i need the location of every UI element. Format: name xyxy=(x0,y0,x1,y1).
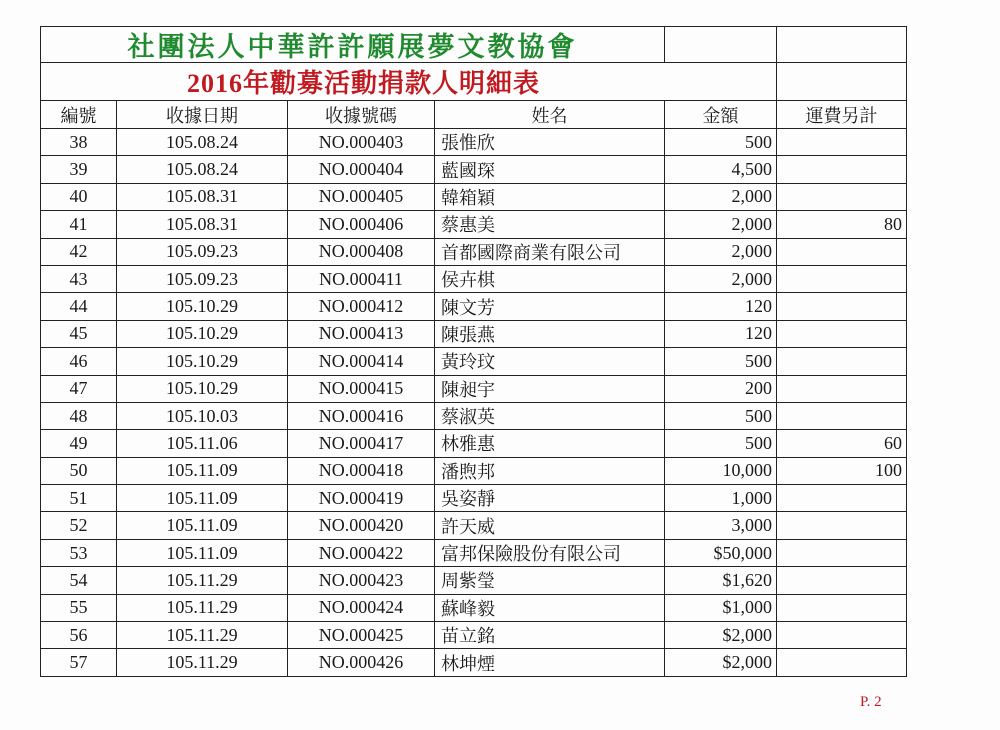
donor-name-cell: 首都國際商業有限公司 xyxy=(435,239,665,266)
header-blank-cell xyxy=(777,63,907,101)
shipping-fee-cell xyxy=(777,649,907,676)
table-row xyxy=(41,595,907,622)
header-blank-cell xyxy=(665,27,777,63)
donation-amount-cell: 2,000 xyxy=(665,239,777,266)
column-header-name: 姓名 xyxy=(435,101,665,129)
receipt-number-cell: NO.000405 xyxy=(288,184,435,211)
shipping-fee-cell xyxy=(777,293,907,320)
donor-name-cell: 藍國琛 xyxy=(435,156,665,183)
donor-name-cell: 黃玲玟 xyxy=(435,348,665,375)
donation-amount-cell: 500 xyxy=(665,348,777,375)
shipping-fee-cell xyxy=(777,348,907,375)
receipt-date-cell: 105.11.29 xyxy=(117,567,288,594)
receipt-date-cell: 105.08.31 xyxy=(117,184,288,211)
donor-table xyxy=(40,26,907,677)
table-row xyxy=(41,293,907,320)
receipt-date-cell: 105.11.09 xyxy=(117,485,288,512)
receipt-date-cell: 105.08.24 xyxy=(117,129,288,156)
receipt-date-cell: 105.11.09 xyxy=(117,458,288,485)
table-row xyxy=(41,512,907,539)
table-body xyxy=(41,129,907,677)
table-row xyxy=(41,622,907,649)
donation-amount-cell: 200 xyxy=(665,376,777,403)
row-number-cell: 46 xyxy=(41,348,117,375)
column-header-amount: 金額 xyxy=(665,101,777,129)
receipt-number-cell: NO.000417 xyxy=(288,430,435,457)
receipt-date-cell: 105.11.09 xyxy=(117,540,288,567)
donation-amount-cell: $50,000 xyxy=(665,540,777,567)
shipping-fee-cell xyxy=(777,266,907,293)
shipping-fee-cell: 60 xyxy=(777,430,907,457)
donation-amount-cell: 1,000 xyxy=(665,485,777,512)
shipping-fee-cell xyxy=(777,485,907,512)
receipt-number-cell: NO.000408 xyxy=(288,239,435,266)
table-row xyxy=(41,458,907,485)
header-row-organization xyxy=(41,27,907,63)
table-row xyxy=(41,184,907,211)
table-row xyxy=(41,156,907,183)
donation-amount-cell: $1,000 xyxy=(665,595,777,622)
receipt-number-cell: NO.000425 xyxy=(288,622,435,649)
table-row xyxy=(41,540,907,567)
receipt-number-cell: NO.000415 xyxy=(288,376,435,403)
receipt-number-cell: NO.000423 xyxy=(288,567,435,594)
table-row xyxy=(41,348,907,375)
row-number-cell: 47 xyxy=(41,376,117,403)
receipt-number-cell: NO.000426 xyxy=(288,649,435,676)
row-number-cell: 49 xyxy=(41,430,117,457)
donation-amount-cell: 10,000 xyxy=(665,458,777,485)
shipping-fee-cell xyxy=(777,403,907,430)
donor-name-cell: 林雅惠 xyxy=(435,430,665,457)
table-row xyxy=(41,485,907,512)
row-number-cell: 44 xyxy=(41,293,117,320)
receipt-number-cell: NO.000414 xyxy=(288,348,435,375)
receipt-date-cell: 105.10.03 xyxy=(117,403,288,430)
receipt-number-cell: NO.000422 xyxy=(288,540,435,567)
receipt-date-cell: 105.08.31 xyxy=(117,211,288,238)
shipping-fee-cell xyxy=(777,129,907,156)
donation-amount-cell: $2,000 xyxy=(665,622,777,649)
donor-name-cell: 蔡惠美 xyxy=(435,211,665,238)
column-header-number: 編號 xyxy=(41,101,117,129)
donation-amount-cell: 3,000 xyxy=(665,512,777,539)
organization-title: 社團法人中華許許願展夢文教協會 xyxy=(41,27,665,63)
row-number-cell: 38 xyxy=(41,129,117,156)
row-number-cell: 39 xyxy=(41,156,117,183)
donor-name-cell: 蔡淑英 xyxy=(435,403,665,430)
shipping-fee-cell xyxy=(777,184,907,211)
shipping-fee-cell xyxy=(777,239,907,266)
page-number: P. 2 xyxy=(860,694,882,710)
shipping-fee-cell xyxy=(777,512,907,539)
donation-amount-cell: 2,000 xyxy=(665,266,777,293)
receipt-number-cell: NO.000416 xyxy=(288,403,435,430)
receipt-number-cell: NO.000419 xyxy=(288,485,435,512)
table-row xyxy=(41,211,907,238)
receipt-date-cell: 105.09.23 xyxy=(117,266,288,293)
row-number-cell: 57 xyxy=(41,649,117,676)
row-number-cell: 56 xyxy=(41,622,117,649)
receipt-date-cell: 105.10.29 xyxy=(117,376,288,403)
row-number-cell: 51 xyxy=(41,485,117,512)
donation-amount-cell: $1,620 xyxy=(665,567,777,594)
receipt-number-cell: NO.000418 xyxy=(288,458,435,485)
column-header-shipping: 運費另計 xyxy=(777,101,907,129)
receipt-number-cell: NO.000404 xyxy=(288,156,435,183)
receipt-date-cell: 105.11.29 xyxy=(117,649,288,676)
shipping-fee-cell: 100 xyxy=(777,458,907,485)
row-number-cell: 52 xyxy=(41,512,117,539)
receipt-number-cell: NO.000420 xyxy=(288,512,435,539)
donation-amount-cell: 500 xyxy=(665,129,777,156)
table-row xyxy=(41,239,907,266)
row-number-cell: 55 xyxy=(41,595,117,622)
table-row xyxy=(41,129,907,156)
receipt-date-cell: 105.11.29 xyxy=(117,622,288,649)
donor-name-cell: 韓箱穎 xyxy=(435,184,665,211)
shipping-fee-cell xyxy=(777,540,907,567)
row-number-cell: 40 xyxy=(41,184,117,211)
shipping-fee-cell: 80 xyxy=(777,211,907,238)
table-row xyxy=(41,403,907,430)
donation-amount-cell: 500 xyxy=(665,430,777,457)
row-number-cell: 42 xyxy=(41,239,117,266)
receipt-number-cell: NO.000406 xyxy=(288,211,435,238)
receipt-number-cell: NO.000411 xyxy=(288,266,435,293)
row-number-cell: 54 xyxy=(41,567,117,594)
shipping-fee-cell xyxy=(777,567,907,594)
table-row xyxy=(41,321,907,348)
receipt-date-cell: 105.09.23 xyxy=(117,239,288,266)
donor-name-cell: 陳昶宇 xyxy=(435,376,665,403)
header-row-subtitle xyxy=(41,63,907,101)
row-number-cell: 45 xyxy=(41,321,117,348)
table-row xyxy=(41,266,907,293)
column-header-receipt-date: 收據日期 xyxy=(117,101,288,129)
donor-name-cell: 蘇峰毅 xyxy=(435,595,665,622)
header-blank-cell xyxy=(777,27,907,63)
donor-name-cell: 富邦保險股份有限公司 xyxy=(435,540,665,567)
shipping-fee-cell xyxy=(777,376,907,403)
donation-amount-cell: 120 xyxy=(665,321,777,348)
receipt-date-cell: 105.11.06 xyxy=(117,430,288,457)
table-row xyxy=(41,430,907,457)
shipping-fee-cell xyxy=(777,321,907,348)
shipping-fee-cell xyxy=(777,622,907,649)
donation-amount-cell: 4,500 xyxy=(665,156,777,183)
row-number-cell: 53 xyxy=(41,540,117,567)
donor-name-cell: 吳姿靜 xyxy=(435,485,665,512)
receipt-date-cell: 105.10.29 xyxy=(117,348,288,375)
donor-name-cell: 侯卉棋 xyxy=(435,266,665,293)
receipt-date-cell: 105.08.24 xyxy=(117,156,288,183)
receipt-date-cell: 105.11.29 xyxy=(117,595,288,622)
shipping-fee-cell xyxy=(777,156,907,183)
column-header-receipt-number: 收據號碼 xyxy=(288,101,435,129)
row-number-cell: 43 xyxy=(41,266,117,293)
receipt-number-cell: NO.000403 xyxy=(288,129,435,156)
donor-name-cell: 陳文芳 xyxy=(435,293,665,320)
donation-amount-cell: 2,000 xyxy=(665,184,777,211)
receipt-number-cell: NO.000412 xyxy=(288,293,435,320)
row-number-cell: 50 xyxy=(41,458,117,485)
donation-amount-cell: 2,000 xyxy=(665,211,777,238)
donor-name-cell: 周紫瑩 xyxy=(435,567,665,594)
table-row xyxy=(41,649,907,676)
row-number-cell: 48 xyxy=(41,403,117,430)
receipt-date-cell: 105.10.29 xyxy=(117,293,288,320)
donor-name-cell: 張惟欣 xyxy=(435,129,665,156)
donor-name-cell: 林坤煙 xyxy=(435,649,665,676)
donor-name-cell: 陳張燕 xyxy=(435,321,665,348)
receipt-number-cell: NO.000413 xyxy=(288,321,435,348)
donation-amount-cell: $2,000 xyxy=(665,649,777,676)
table-subtitle: 2016年勸募活動捐款人明細表 xyxy=(41,63,777,101)
receipt-number-cell: NO.000424 xyxy=(288,595,435,622)
shipping-fee-cell xyxy=(777,595,907,622)
donor-name-cell: 許天威 xyxy=(435,512,665,539)
donation-amount-cell: 120 xyxy=(665,293,777,320)
donation-amount-cell: 500 xyxy=(665,403,777,430)
table-row xyxy=(41,567,907,594)
donor-name-cell: 苗立銘 xyxy=(435,622,665,649)
table-row xyxy=(41,376,907,403)
column-header-row xyxy=(41,101,907,129)
row-number-cell: 41 xyxy=(41,211,117,238)
receipt-date-cell: 105.11.09 xyxy=(117,512,288,539)
receipt-date-cell: 105.10.29 xyxy=(117,321,288,348)
donor-name-cell: 潘煦邦 xyxy=(435,458,665,485)
